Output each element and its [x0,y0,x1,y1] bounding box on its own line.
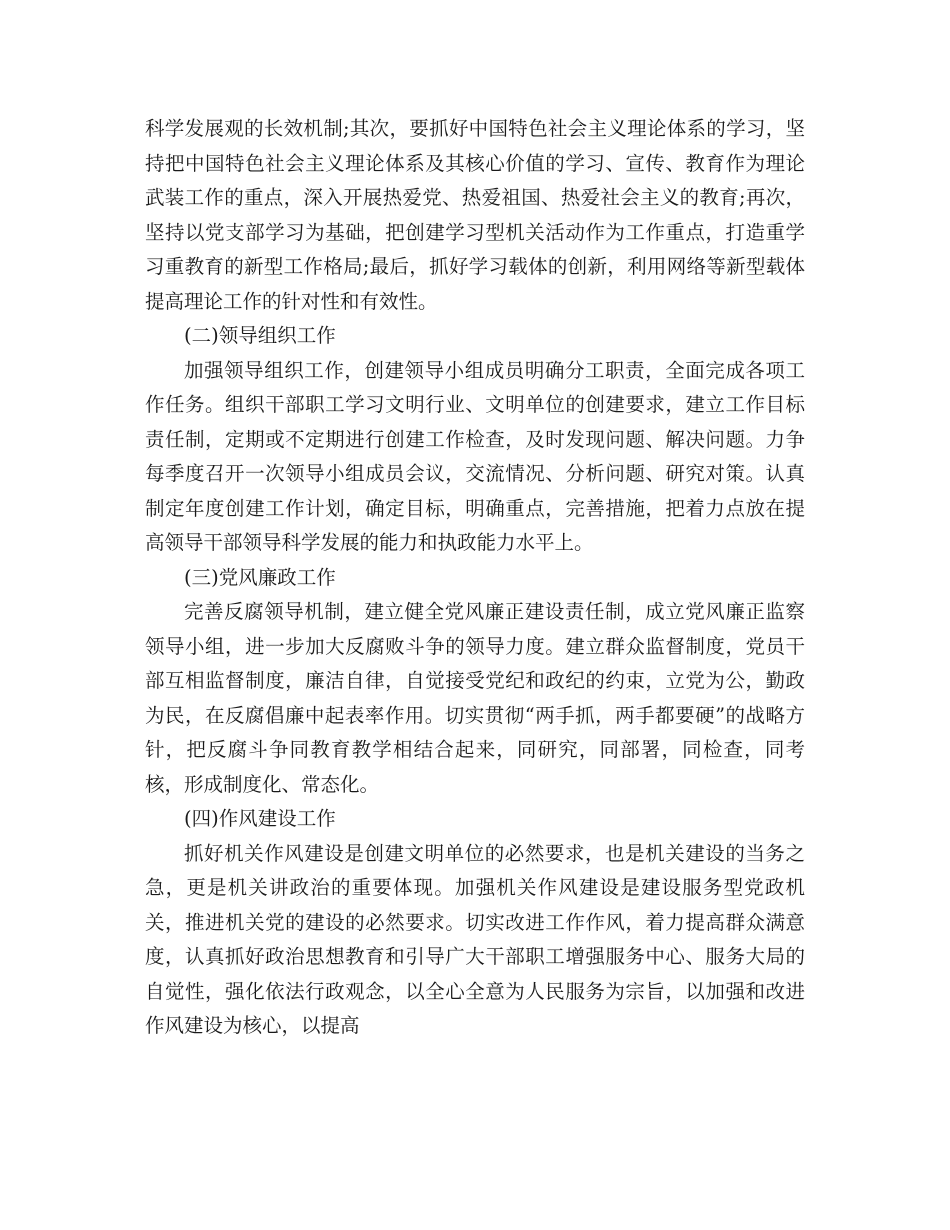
section-heading-work-style: (四)作风建设工作 [184,807,336,830]
paragraph-leadership: 加强领导组织工作，创建领导小组成员明确分工职责，全面完成各项工作任务。组织干部职工学习文明行业、文明单位的创建要求，建立工作目标责任制，定期或不定期进行创建工作检查，及时发现问题、解决问题。力争每季度召开一次领导小组成员会议，交流情况、分析问题、研究对策。认真制定年度创建工作计划，确定目标，明确重点，完善措施，把着力点放在提高领导干部领导科学发展的能力和执政能力水平上。 [145,358,805,554]
section-heading-integrity: (三)党风廉政工作 [184,565,336,589]
paragraph-integrity: 完善反腐领导机制，建立健全党风廉正建设责任制，成立党风廉正监察领导小组，进一步加大反腐败斗争的领导力度。建立群众监督制度，党员干部互相监督制度，廉洁自律，自觉接受党纪和政纪的约束，立党为公，勤政为民，在反腐倡廉中起表率作用。切实贯彻“两手抓，两手都要硬”的战略方针，把反腐斗争同教育教学相结合起来，同研究，同部署，同检查，同考核，形成制度化、常态化。 [145,600,805,796]
section-heading-leadership: (二)领导组织工作 [184,324,336,347]
paragraph-work-style: 抓好机关作风建设是创建文明单位的必然要求，也是机关建设的当务之急，更是机关讲政治的重要体现。加强机关作风建设是建设服务型党政机关，推进机关党的建设的必然要求。切实改进工作作风，着力提高群众满意度，认真抓好政治思想教育和引导广大干部职工增强服务中心、服务大局的自觉性，强化依法行政观念，以全心全意为人民服务为宗旨，以加强和改进作风建设为核心，以提高 [145,841,805,1037]
paragraph-study-mechanism: 科学发展观的长效机制;其次，要抓好中国特色社会主义理论体系的学习，坚持把中国特色社会主义理论体系及其核心价值的学习、宣传、教育作为理论武装工作的重点，深入开展热爱党、热爱祖国、热爱社会主义的教育;再次，坚持以党支部学习为基础，把创建学习型机关活动作为工作重点，打造重学习重教育的新型工作格局;最后，抓好学习载体的创新，利用网络等新型载体提高理论工作的针对性和有效性。 [145,117,805,313]
document-body [145,112,805,1044]
